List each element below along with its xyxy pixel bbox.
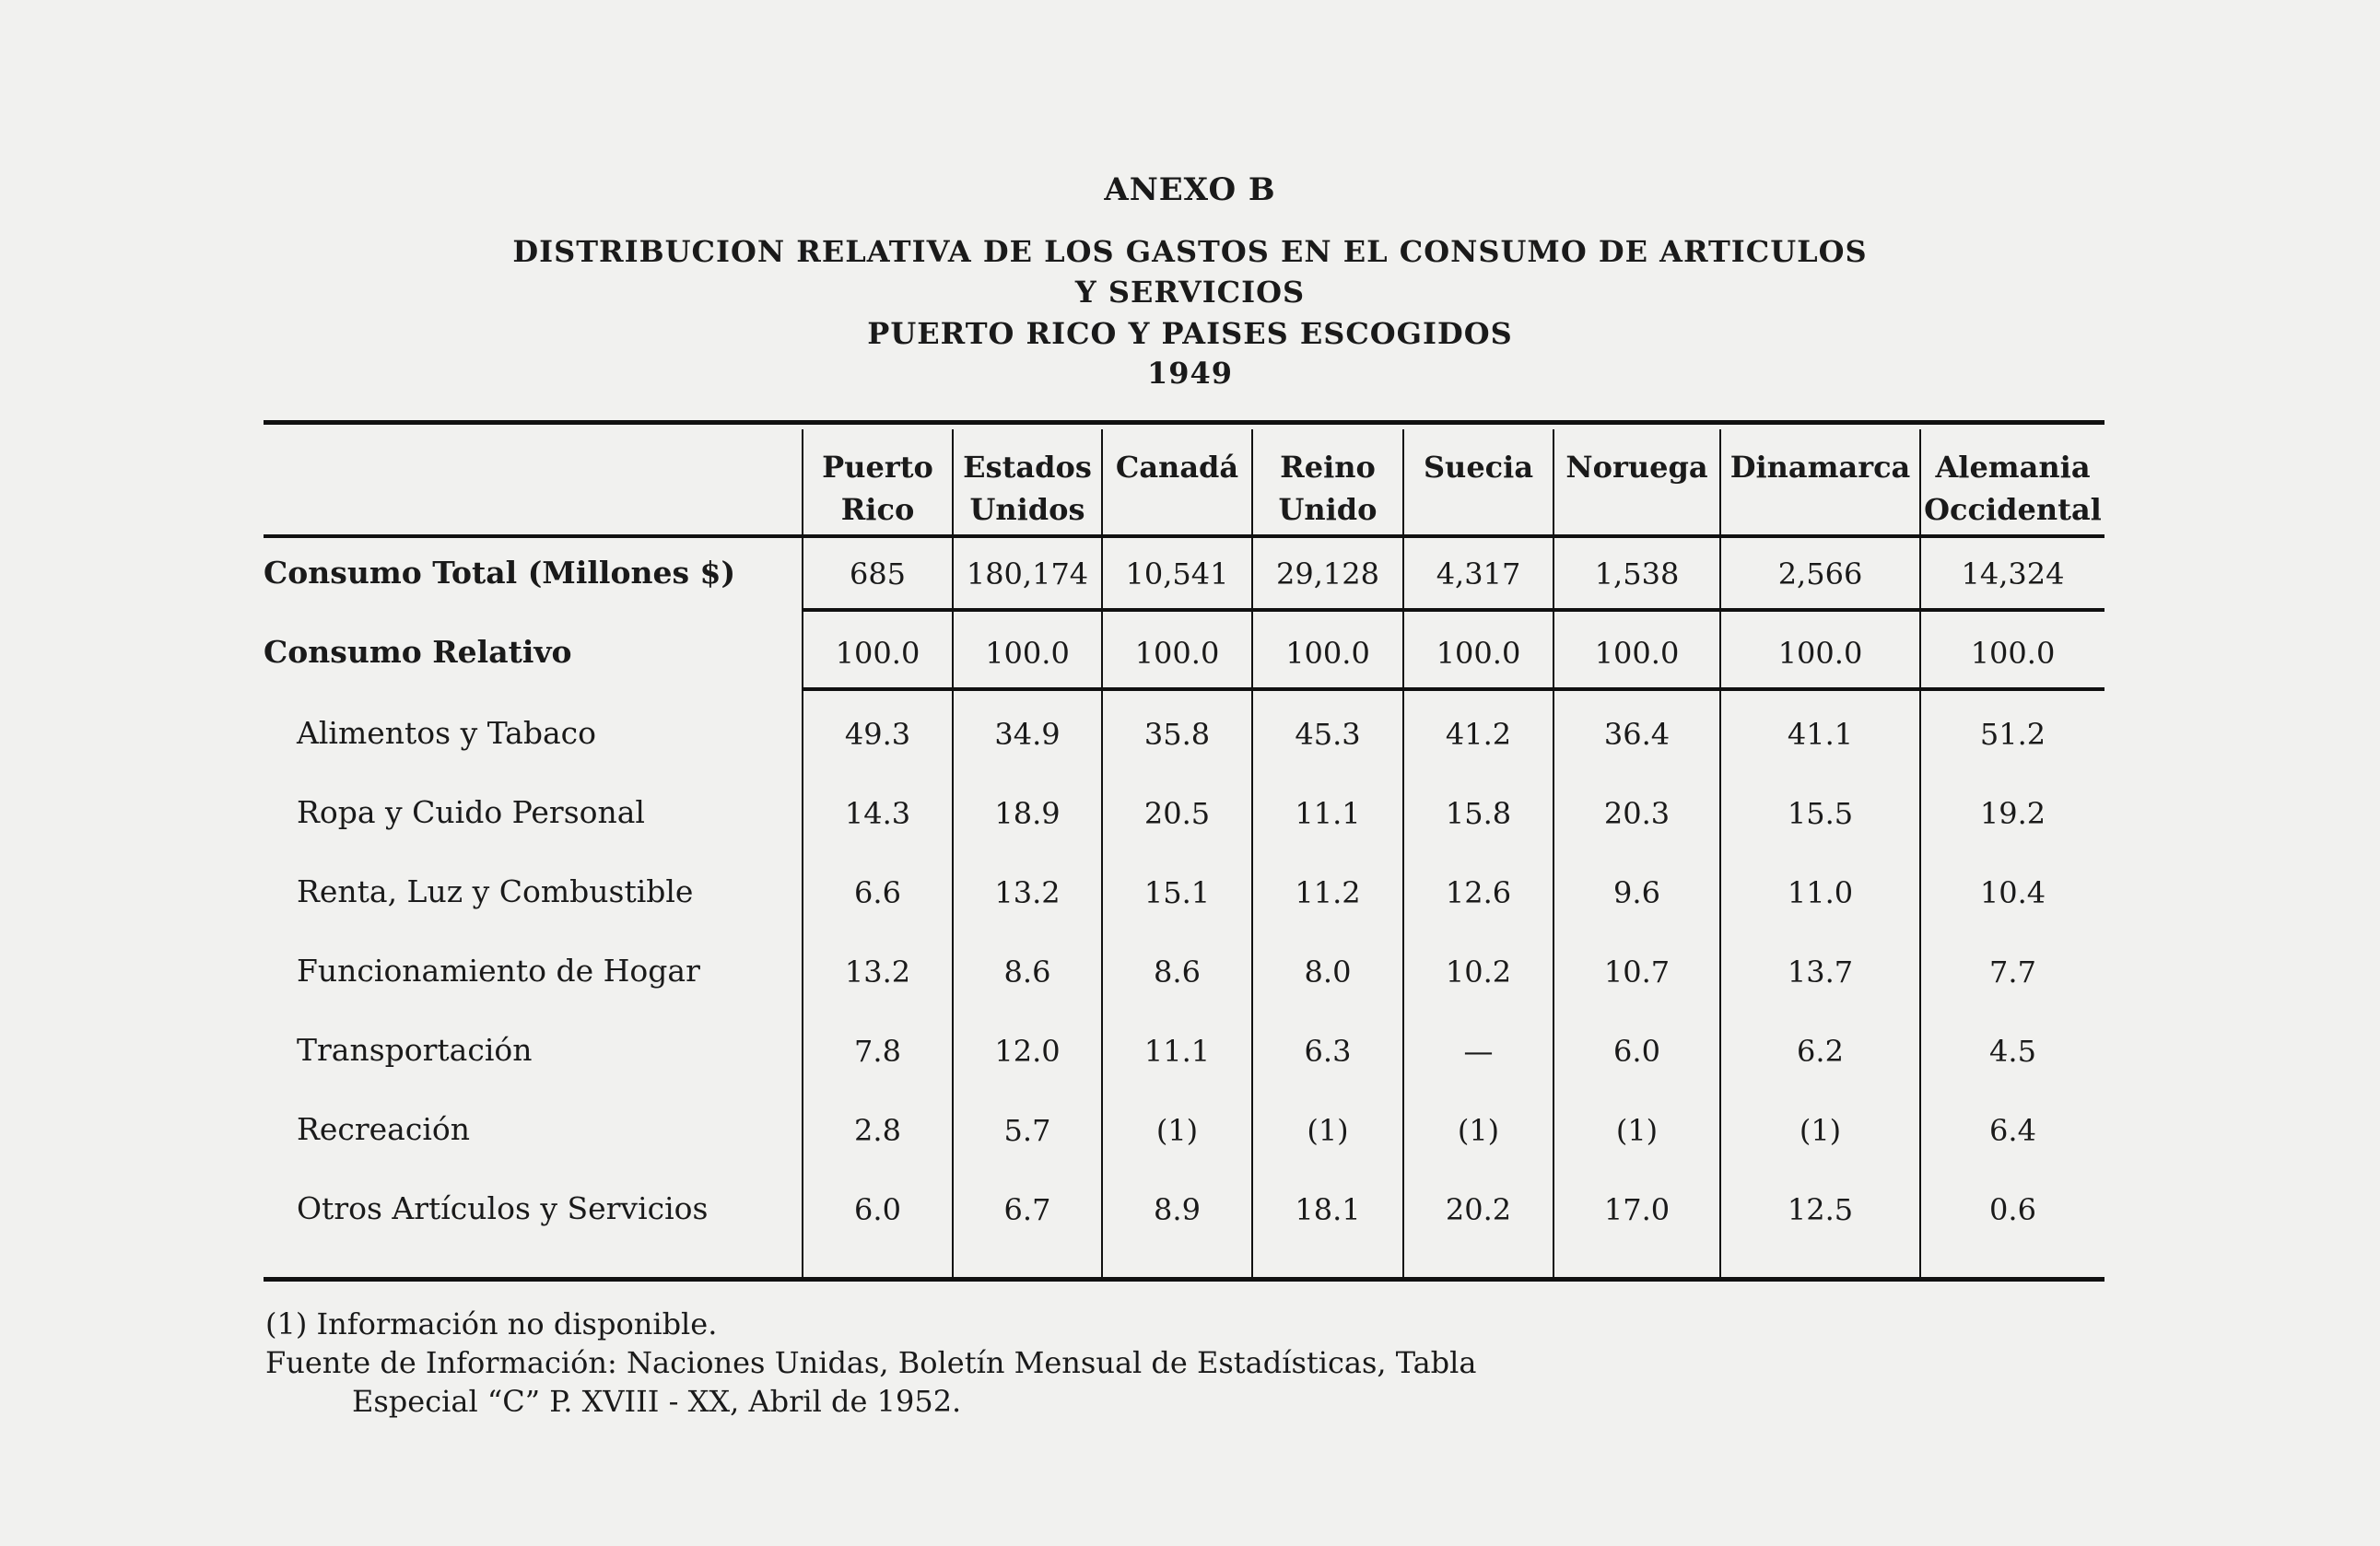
table-cell: 2.8 — [854, 1113, 901, 1148]
table-cell: 11.0 — [1787, 875, 1854, 910]
table-cell: 9.6 — [1613, 875, 1660, 910]
top-rule — [264, 420, 2104, 425]
table-cell: 34.9 — [994, 717, 1061, 752]
table-cell: 35.8 — [1143, 717, 1211, 752]
table-cell: 100.0 — [1285, 636, 1370, 671]
table-cell: 8.9 — [1154, 1192, 1201, 1227]
table-cell: 18.1 — [1295, 1192, 1361, 1227]
table-cell: 18.9 — [994, 796, 1061, 831]
table-cell: 14,324 — [1961, 556, 2065, 591]
table-cell: 12.0 — [994, 1034, 1061, 1069]
column-header-puerto-rico: Puerto Rico — [822, 450, 933, 527]
table-cell: 6.6 — [854, 875, 901, 910]
table-cell: 6.0 — [854, 1192, 901, 1227]
table-cell: 15.1 — [1143, 875, 1211, 910]
row-label-otros: Otros Artículos y Servicios — [297, 1190, 709, 1226]
table-cell: (1) — [1155, 1113, 1199, 1148]
table-cell: 100.0 — [1970, 636, 2056, 671]
table-cell: 15.5 — [1787, 796, 1854, 831]
row-label-ropa: Ropa y Cuido Personal — [297, 794, 645, 830]
table-cell: 19.2 — [1979, 796, 2046, 831]
row-label-consumo-relativo: Consumo Relativo — [264, 634, 572, 670]
annex-title: ANEXO B — [1104, 171, 1276, 208]
footnote-source-line1: Fuente de Información: Naciones Unidas, Boletín Mensual de Estadísticas, Tabla — [265, 1345, 1477, 1380]
table-cell: 100.0 — [835, 636, 920, 671]
table-cell: (1) — [1615, 1113, 1659, 1148]
table-cell: 15.8 — [1445, 796, 1512, 831]
table-cell: 6.0 — [1613, 1034, 1660, 1069]
table-cell: 100.0 — [1594, 636, 1680, 671]
footnote-source-line2: Especial “C” P. XVIII - XX, Abril de 1952. — [352, 1384, 962, 1419]
section-rule — [803, 608, 2104, 612]
column-header-suecia: Suecia — [1423, 450, 1534, 485]
table-cell: 10,541 — [1125, 556, 1229, 591]
table-cell: — — [1463, 1034, 1494, 1069]
table-cell: 41.1 — [1787, 717, 1854, 752]
table-cell: 4.5 — [1989, 1034, 2036, 1069]
table-title-line2: Y SERVICIOS — [1074, 275, 1306, 310]
table-cell: 10.2 — [1445, 955, 1512, 990]
section-rule — [803, 687, 2104, 691]
bottom-rule — [264, 1277, 2104, 1282]
table-year: 1949 — [1146, 356, 1234, 391]
table-cell: 180,174 — [966, 556, 1089, 591]
table-cell: 45.3 — [1295, 717, 1361, 752]
table-cell: 8.6 — [1003, 955, 1051, 990]
table-cell: 13.2 — [994, 875, 1061, 910]
table-cell: 10.7 — [1603, 955, 1671, 990]
table-cell: 5.7 — [1003, 1113, 1051, 1148]
table-cell: 11.1 — [1143, 1034, 1211, 1069]
table-cell: 7.8 — [854, 1034, 901, 1069]
row-label-renta: Renta, Luz y Combustible — [297, 873, 694, 909]
row-label-recreacion: Recreación — [297, 1111, 470, 1147]
table-cell: 100.0 — [1777, 636, 1863, 671]
table-cell: 11.2 — [1295, 875, 1361, 910]
column-header-dinamarca: Dinamarca — [1729, 450, 1911, 485]
column-header-reino-unido: Reino Unido — [1278, 450, 1378, 527]
column-header-estados-unidos: Estados Unidos — [963, 450, 1092, 527]
header-rule — [264, 534, 2104, 538]
table-cell: 20.2 — [1445, 1192, 1512, 1227]
table-cell: 8.6 — [1154, 955, 1201, 990]
table-cell: 10.4 — [1979, 875, 2046, 910]
column-header-canada: Canadá — [1115, 450, 1239, 485]
table-cell: 1,538 — [1594, 556, 1680, 591]
column-header-noruega: Noruega — [1565, 450, 1708, 485]
table-cell: 6.2 — [1797, 1034, 1844, 1069]
table-cell: 100.0 — [1134, 636, 1220, 671]
table-cell: 12.5 — [1787, 1192, 1854, 1227]
table-cell: 11.1 — [1295, 796, 1361, 831]
table-cell: 13.2 — [844, 955, 911, 990]
table-cell: 17.0 — [1603, 1192, 1671, 1227]
table-cell: 6.3 — [1304, 1034, 1352, 1069]
table-cell: 6.4 — [1989, 1113, 2036, 1148]
row-label-consumo-total: Consumo Total (Millones $) — [264, 555, 736, 591]
table-cell: (1) — [1307, 1113, 1349, 1148]
table-cell: 36.4 — [1603, 717, 1671, 752]
table-title-line3: PUERTO RICO Y PAISES ESCOGIDOS — [867, 316, 1513, 351]
table-cell: 41.2 — [1445, 717, 1512, 752]
table-cell: 13.7 — [1787, 955, 1854, 990]
column-header-alemania-occidental: Alemania Occidental — [1924, 450, 2102, 527]
table-cell: 12.6 — [1445, 875, 1512, 910]
table-cell: (1) — [1799, 1113, 1842, 1148]
table-cell: 685 — [849, 556, 907, 591]
table-cell: 6.7 — [1003, 1192, 1051, 1227]
table-cell: 29,128 — [1276, 556, 1379, 591]
table-cell: 2,566 — [1777, 556, 1863, 591]
table-cell: 4,317 — [1436, 556, 1521, 591]
table-cell: 20.3 — [1603, 796, 1671, 831]
table-cell: 20.5 — [1143, 796, 1211, 831]
table-cell: 51.2 — [1979, 717, 2046, 752]
table-cell: 0.6 — [1989, 1192, 2036, 1227]
table-cell: 100.0 — [985, 636, 1070, 671]
row-label-alimentos: Alimentos y Tabaco — [297, 715, 596, 751]
table-title-line1: DISTRIBUCION RELATIVA DE LOS GASTOS EN EL CONSUMO DE ARTICULOS — [512, 234, 1868, 269]
row-label-funcionamiento: Funcionamiento de Hogar — [297, 953, 700, 989]
table-cell: 7.7 — [1989, 955, 2036, 990]
row-label-transportacion: Transportación — [297, 1032, 533, 1068]
table-cell: 100.0 — [1436, 636, 1521, 671]
table-cell: (1) — [1457, 1113, 1500, 1148]
table-cell: 8.0 — [1304, 955, 1352, 990]
table-cell: 14.3 — [844, 796, 911, 831]
table-cell: 49.3 — [844, 717, 911, 752]
footnote-not-available: (1) Información no disponible. — [265, 1306, 718, 1341]
